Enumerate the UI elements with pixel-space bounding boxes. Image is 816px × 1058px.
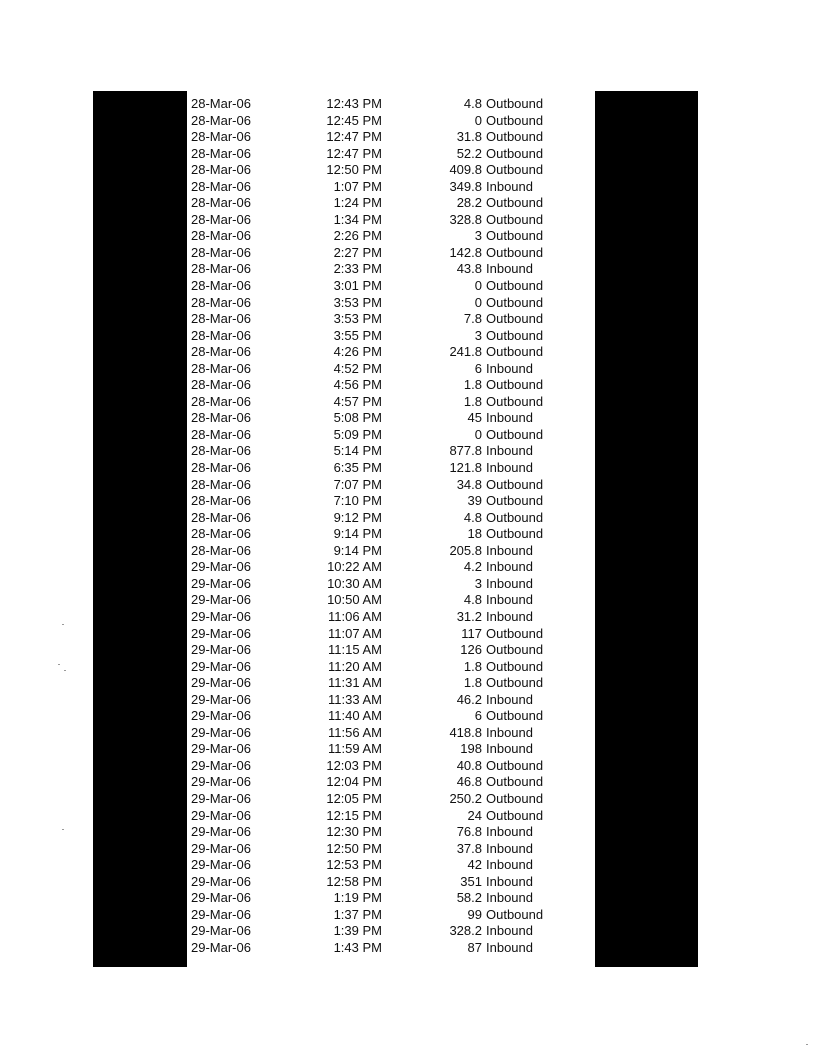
direction-cell: Outbound — [486, 327, 544, 343]
table-row — [188, 179, 595, 196]
direction-cell: Outbound — [486, 311, 544, 327]
time-cell: 3:53 PM — [333, 294, 382, 310]
date-cell: 28-Mar-06 — [191, 244, 251, 260]
time-cell: 12:53 PM — [326, 857, 382, 873]
table-row — [188, 675, 595, 692]
direction-cell: Inbound — [486, 542, 533, 558]
amount-cell: 198 — [460, 741, 482, 757]
amount-cell: 351 — [460, 873, 482, 889]
table-row — [188, 791, 595, 808]
table-row — [188, 344, 595, 361]
time-cell: 1:34 PM — [333, 211, 382, 227]
time-cell: 12:04 PM — [326, 774, 382, 790]
date-cell: 29-Mar-06 — [191, 824, 251, 840]
direction-cell: Inbound — [486, 923, 533, 939]
amount-cell: 7.8 — [463, 311, 482, 327]
amount-cell: 6 — [474, 708, 482, 724]
table-row — [188, 725, 595, 742]
time-cell: 4:56 PM — [333, 377, 382, 393]
amount-cell: 37.8 — [456, 840, 482, 856]
amount-cell: 40.8 — [456, 757, 482, 773]
date-cell: 28-Mar-06 — [191, 509, 251, 525]
time-cell: 11:59 AM — [328, 741, 382, 757]
time-cell: 5:14 PM — [333, 443, 382, 459]
direction-cell: Inbound — [486, 691, 533, 707]
amount-cell: 28.2 — [456, 195, 482, 211]
table-row — [188, 295, 595, 312]
table-row — [188, 774, 595, 791]
direction-cell: Outbound — [486, 642, 544, 658]
time-cell: 9:14 PM — [333, 526, 382, 542]
table-row — [188, 923, 595, 940]
direction-cell: Outbound — [486, 112, 544, 128]
time-cell: 12:50 PM — [326, 840, 382, 856]
time-cell: 1:24 PM — [333, 195, 382, 211]
time-cell: 2:33 PM — [333, 261, 382, 277]
direction-cell: Outbound — [486, 294, 544, 310]
table-row — [188, 493, 595, 510]
table-row — [188, 361, 595, 378]
time-cell: 7:10 PM — [333, 493, 382, 509]
amount-cell: 46.2 — [456, 691, 482, 707]
amount-cell: 0 — [474, 426, 482, 442]
direction-cell: Outbound — [486, 509, 544, 525]
time-cell: 2:26 PM — [333, 228, 382, 244]
direction-cell: Inbound — [486, 360, 533, 376]
amount-cell: 1.8 — [463, 675, 482, 691]
direction-cell: Outbound — [486, 195, 544, 211]
scan-speck — [62, 624, 64, 625]
date-cell: 28-Mar-06 — [191, 278, 251, 294]
direction-cell: Inbound — [486, 443, 533, 459]
direction-cell: Outbound — [486, 145, 544, 161]
amount-cell: 3 — [474, 575, 482, 591]
direction-cell: Inbound — [486, 608, 533, 624]
direction-cell: Outbound — [486, 377, 544, 393]
date-cell: 29-Mar-06 — [191, 906, 251, 922]
direction-cell: Inbound — [486, 741, 533, 757]
table-row — [188, 642, 595, 659]
direction-cell: Outbound — [486, 658, 544, 674]
amount-cell: 46.8 — [456, 774, 482, 790]
direction-cell: Outbound — [486, 774, 544, 790]
time-cell: 1:19 PM — [333, 890, 382, 906]
date-cell: 28-Mar-06 — [191, 476, 251, 492]
table-row — [188, 808, 595, 825]
time-cell: 11:06 AM — [328, 608, 382, 624]
table-row — [188, 195, 595, 212]
date-cell: 28-Mar-06 — [191, 542, 251, 558]
date-cell: 28-Mar-06 — [191, 526, 251, 542]
direction-cell: Inbound — [486, 460, 533, 476]
time-cell: 11:20 AM — [328, 658, 382, 674]
redaction-bar-right — [595, 91, 698, 967]
table-row — [188, 824, 595, 841]
time-cell: 12:45 PM — [326, 112, 382, 128]
direction-cell: Outbound — [486, 393, 544, 409]
date-cell: 29-Mar-06 — [191, 807, 251, 823]
table-row — [188, 940, 595, 957]
amount-cell: 6 — [474, 360, 482, 376]
time-cell: 10:30 AM — [327, 575, 382, 591]
direction-cell: Outbound — [486, 211, 544, 227]
amount-cell: 0 — [474, 278, 482, 294]
time-cell: 12:47 PM — [326, 129, 382, 145]
direction-cell: Inbound — [486, 824, 533, 840]
time-cell: 12:03 PM — [326, 757, 382, 773]
date-cell: 29-Mar-06 — [191, 790, 251, 806]
amount-cell: 99 — [467, 906, 482, 922]
date-cell: 29-Mar-06 — [191, 939, 251, 955]
amount-cell: 877.8 — [449, 443, 482, 459]
scan-speck — [64, 670, 66, 671]
date-cell: 29-Mar-06 — [191, 774, 251, 790]
call-log-table — [188, 96, 595, 956]
amount-cell: 1.8 — [463, 377, 482, 393]
table-row — [188, 857, 595, 874]
time-cell: 11:15 AM — [328, 642, 382, 658]
amount-cell: 4.2 — [463, 559, 482, 575]
amount-cell: 250.2 — [449, 790, 482, 806]
table-row — [188, 841, 595, 858]
table-row — [188, 592, 595, 609]
direction-cell: Inbound — [486, 410, 533, 426]
amount-cell: 24 — [467, 807, 482, 823]
date-cell: 28-Mar-06 — [191, 261, 251, 277]
amount-cell: 328.2 — [449, 923, 482, 939]
time-cell: 4:57 PM — [333, 393, 382, 409]
table-row — [188, 278, 595, 295]
amount-cell: 126 — [460, 642, 482, 658]
redaction-bar-left — [93, 91, 187, 967]
date-cell: 29-Mar-06 — [191, 592, 251, 608]
table-row — [188, 410, 595, 427]
amount-cell: 349.8 — [449, 178, 482, 194]
table-row — [188, 113, 595, 130]
date-cell: 28-Mar-06 — [191, 410, 251, 426]
amount-cell: 42 — [467, 857, 482, 873]
scan-speck — [62, 829, 64, 830]
time-cell: 12:30 PM — [326, 824, 382, 840]
time-cell: 1:07 PM — [333, 178, 382, 194]
amount-cell: 1.8 — [463, 393, 482, 409]
table-row — [188, 890, 595, 907]
date-cell: 29-Mar-06 — [191, 741, 251, 757]
time-cell: 3:55 PM — [333, 327, 382, 343]
date-cell: 28-Mar-06 — [191, 311, 251, 327]
table-row — [188, 559, 595, 576]
time-cell: 10:22 AM — [327, 559, 382, 575]
date-cell: 28-Mar-06 — [191, 460, 251, 476]
amount-cell: 1.8 — [463, 658, 482, 674]
time-cell: 10:50 AM — [327, 592, 382, 608]
time-cell: 12:43 PM — [326, 96, 382, 111]
amount-cell: 142.8 — [449, 244, 482, 260]
table-row — [188, 427, 595, 444]
amount-cell: 31.2 — [456, 608, 482, 624]
time-cell: 11:07 AM — [328, 625, 382, 641]
amount-cell: 117 — [461, 625, 482, 641]
direction-cell: Outbound — [486, 344, 544, 360]
amount-cell: 87 — [467, 939, 482, 955]
amount-cell: 4.8 — [463, 592, 482, 608]
amount-cell: 409.8 — [449, 162, 482, 178]
date-cell: 29-Mar-06 — [191, 708, 251, 724]
table-row — [188, 245, 595, 262]
direction-cell: Outbound — [486, 244, 544, 260]
amount-cell: 39 — [467, 493, 482, 509]
table-row — [188, 96, 595, 113]
amount-cell: 0 — [474, 294, 482, 310]
table-row — [188, 543, 595, 560]
amount-cell: 31.8 — [456, 129, 482, 145]
table-row — [188, 708, 595, 725]
direction-cell: Inbound — [486, 592, 533, 608]
direction-cell: Inbound — [486, 178, 533, 194]
date-cell: 28-Mar-06 — [191, 112, 251, 128]
table-row — [188, 129, 595, 146]
date-cell: 28-Mar-06 — [191, 178, 251, 194]
direction-cell: Outbound — [486, 675, 544, 691]
date-cell: 28-Mar-06 — [191, 344, 251, 360]
time-cell: 12:05 PM — [326, 790, 382, 806]
date-cell: 28-Mar-06 — [191, 145, 251, 161]
time-cell: 7:07 PM — [333, 476, 382, 492]
direction-cell: Inbound — [486, 857, 533, 873]
direction-cell: Inbound — [486, 890, 533, 906]
table-row — [188, 692, 595, 709]
direction-cell: Outbound — [486, 708, 544, 724]
time-cell: 3:01 PM — [333, 278, 382, 294]
date-cell: 29-Mar-06 — [191, 724, 251, 740]
direction-cell: Outbound — [486, 790, 544, 806]
time-cell: 12:47 PM — [326, 145, 382, 161]
date-cell: 28-Mar-06 — [191, 360, 251, 376]
direction-cell: Inbound — [486, 559, 533, 575]
time-cell: 11:33 AM — [328, 691, 382, 707]
amount-cell: 76.8 — [456, 824, 482, 840]
direction-cell: Inbound — [486, 724, 533, 740]
amount-cell: 241.8 — [449, 344, 482, 360]
date-cell: 28-Mar-06 — [191, 393, 251, 409]
amount-cell: 45 — [467, 410, 482, 426]
table-row — [188, 261, 595, 278]
date-cell: 29-Mar-06 — [191, 658, 251, 674]
time-cell: 1:39 PM — [333, 923, 382, 939]
amount-cell: 3 — [474, 228, 482, 244]
time-cell: 2:27 PM — [333, 244, 382, 260]
amount-cell: 58.2 — [456, 890, 482, 906]
table-row — [188, 741, 595, 758]
amount-cell: 4.8 — [463, 96, 482, 111]
date-cell: 28-Mar-06 — [191, 162, 251, 178]
direction-cell: Outbound — [486, 493, 544, 509]
date-cell: 28-Mar-06 — [191, 443, 251, 459]
date-cell: 29-Mar-06 — [191, 675, 251, 691]
table-row — [188, 212, 595, 229]
time-cell: 11:40 AM — [328, 708, 382, 724]
date-cell: 28-Mar-06 — [191, 195, 251, 211]
amount-cell: 52.2 — [456, 145, 482, 161]
time-cell: 9:14 PM — [333, 542, 382, 558]
table-row — [188, 659, 595, 676]
time-cell: 1:43 PM — [333, 939, 382, 955]
scan-speck — [806, 1044, 808, 1045]
time-cell: 12:58 PM — [326, 873, 382, 889]
direction-cell: Outbound — [486, 807, 544, 823]
date-cell: 29-Mar-06 — [191, 608, 251, 624]
time-cell: 11:31 AM — [328, 675, 382, 691]
date-cell: 29-Mar-06 — [191, 757, 251, 773]
table-row — [188, 460, 595, 477]
direction-cell: Outbound — [486, 526, 544, 542]
time-cell: 11:56 AM — [328, 724, 382, 740]
date-cell: 29-Mar-06 — [191, 857, 251, 873]
direction-cell: Outbound — [486, 906, 544, 922]
date-cell: 28-Mar-06 — [191, 294, 251, 310]
amount-cell: 43.8 — [456, 261, 482, 277]
date-cell: 29-Mar-06 — [191, 691, 251, 707]
amount-cell: 34.8 — [456, 476, 482, 492]
date-cell: 28-Mar-06 — [191, 96, 251, 111]
time-cell: 12:50 PM — [326, 162, 382, 178]
time-cell: 5:08 PM — [333, 410, 382, 426]
amount-cell: 0 — [474, 112, 482, 128]
scan-speck — [58, 664, 60, 665]
direction-cell: Outbound — [486, 625, 544, 641]
date-cell: 28-Mar-06 — [191, 493, 251, 509]
time-cell: 6:35 PM — [333, 460, 382, 476]
table-row — [188, 228, 595, 245]
time-cell: 4:26 PM — [333, 344, 382, 360]
table-row — [188, 311, 595, 328]
table-row — [188, 394, 595, 411]
amount-cell: 328.8 — [449, 211, 482, 227]
table-row — [188, 576, 595, 593]
amount-cell: 4.8 — [463, 509, 482, 525]
direction-cell: Outbound — [486, 278, 544, 294]
date-cell: 28-Mar-06 — [191, 327, 251, 343]
time-cell: 5:09 PM — [333, 426, 382, 442]
table-row — [188, 609, 595, 626]
time-cell: 12:15 PM — [326, 807, 382, 823]
amount-cell: 3 — [474, 327, 482, 343]
date-cell: 28-Mar-06 — [191, 211, 251, 227]
date-cell: 29-Mar-06 — [191, 575, 251, 591]
direction-cell: Outbound — [486, 228, 544, 244]
direction-cell: Outbound — [486, 426, 544, 442]
date-cell: 29-Mar-06 — [191, 559, 251, 575]
date-cell: 29-Mar-06 — [191, 873, 251, 889]
direction-cell: Inbound — [486, 939, 533, 955]
time-cell: 1:37 PM — [333, 906, 382, 922]
table-row — [188, 907, 595, 924]
date-cell: 28-Mar-06 — [191, 129, 251, 145]
table-row — [188, 874, 595, 891]
table-row — [188, 526, 595, 543]
table-row — [188, 377, 595, 394]
date-cell: 28-Mar-06 — [191, 377, 251, 393]
table-row — [188, 758, 595, 775]
direction-cell: Outbound — [486, 129, 544, 145]
table-row — [188, 328, 595, 345]
direction-cell: Outbound — [486, 757, 544, 773]
table-row — [188, 510, 595, 527]
date-cell: 29-Mar-06 — [191, 642, 251, 658]
date-cell: 29-Mar-06 — [191, 890, 251, 906]
date-cell: 29-Mar-06 — [191, 625, 251, 641]
table-row — [188, 477, 595, 494]
table-row — [188, 443, 595, 460]
time-cell: 9:12 PM — [333, 509, 382, 525]
amount-cell: 18 — [467, 526, 482, 542]
date-cell: 28-Mar-06 — [191, 426, 251, 442]
direction-cell: Outbound — [486, 96, 544, 111]
time-cell: 4:52 PM — [333, 360, 382, 376]
direction-cell: Inbound — [486, 840, 533, 856]
direction-cell: Inbound — [486, 261, 533, 277]
table-row — [188, 162, 595, 179]
direction-cell: Inbound — [486, 575, 533, 591]
date-cell: 29-Mar-06 — [191, 840, 251, 856]
direction-cell: Outbound — [486, 476, 544, 492]
table-row — [188, 146, 595, 163]
date-cell: 29-Mar-06 — [191, 923, 251, 939]
time-cell: 3:53 PM — [333, 311, 382, 327]
table-row — [188, 626, 595, 643]
amount-cell: 418.8 — [449, 724, 482, 740]
direction-cell: Outbound — [486, 162, 544, 178]
amount-cell: 121.8 — [449, 460, 482, 476]
amount-cell: 205.8 — [449, 542, 482, 558]
date-cell: 28-Mar-06 — [191, 228, 251, 244]
direction-cell: Inbound — [486, 873, 533, 889]
